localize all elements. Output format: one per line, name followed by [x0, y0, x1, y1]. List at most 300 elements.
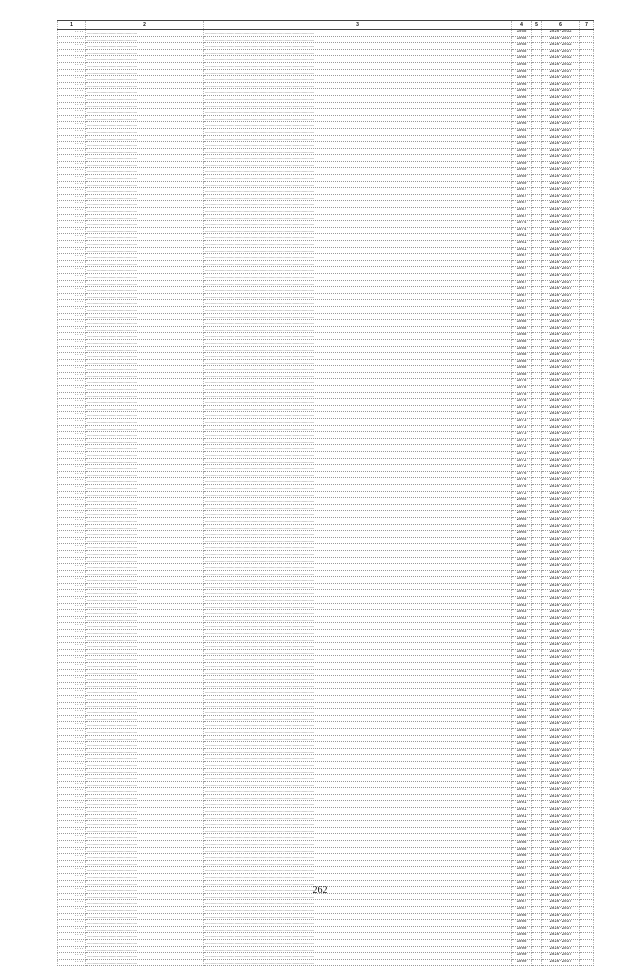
col7-cell: [580, 346, 594, 353]
repair-period-cell: 2026-2037: [542, 188, 580, 195]
work-type-cell: ................................................................................................: [204, 306, 512, 313]
build-year-cell: 1978: [512, 386, 532, 393]
repair-period-cell: 2026-2032: [542, 43, 580, 50]
address-cell: ............................................: [86, 445, 204, 452]
build-year-cell: 1972: [512, 465, 532, 472]
work-type-cell: ................................................................................................: [204, 419, 512, 426]
repair-period-cell: 2026-2037: [542, 89, 580, 96]
repair-period-cell: 2026-2037: [542, 95, 580, 102]
address-cell: ............................................: [86, 517, 204, 524]
table-row: [58, 353, 594, 360]
row-number: ....: [58, 339, 86, 346]
column-number-row: [58, 21, 594, 30]
col7-cell: [580, 860, 594, 867]
address-cell: ............................................: [86, 695, 204, 702]
row-number: ....: [58, 405, 86, 412]
address-cell: ............................................: [86, 168, 204, 175]
col7-cell: [580, 511, 594, 518]
col7-cell: [580, 748, 594, 755]
address-cell: ............................................: [86, 814, 204, 821]
work-type-cell: ................................................................................................: [204, 616, 512, 623]
table-row: [58, 452, 594, 459]
address-cell: ............................................: [86, 128, 204, 135]
table-row: [58, 498, 594, 505]
table-row: [58, 458, 594, 465]
table-row: [58, 557, 594, 564]
repair-period-cell: 2026-2037: [542, 537, 580, 544]
repair-period-cell: 2026-2037: [542, 201, 580, 208]
repair-period-cell: 2026-2037: [542, 379, 580, 386]
build-year-cell: 1987: [512, 874, 532, 881]
table-row: [58, 603, 594, 610]
build-year-cell: 1983: [512, 616, 532, 623]
build-year-cell: 1983: [512, 623, 532, 630]
address-cell: ............................................: [86, 847, 204, 854]
address-cell: ............................................: [86, 326, 204, 333]
address-cell: ............................................: [86, 425, 204, 432]
col5-cell: [532, 168, 542, 175]
build-year-cell: 1987: [512, 900, 532, 907]
address-cell: ............................................: [86, 175, 204, 182]
col7-cell: [580, 906, 594, 913]
table-row: [58, 339, 594, 346]
work-type-cell: ................................................................................................: [204, 953, 512, 960]
repair-period-cell: 2026-2037: [542, 702, 580, 709]
row-number: ....: [58, 524, 86, 531]
table-row: [58, 142, 594, 149]
col7-cell: [580, 194, 594, 201]
col7-cell: [580, 788, 594, 795]
col7-cell: [580, 867, 594, 874]
build-year-cell: 1987: [512, 860, 532, 867]
table-row: [58, 913, 594, 920]
col5-cell: [532, 484, 542, 491]
work-type-cell: ................................................................................................: [204, 280, 512, 287]
repair-period-cell: 2026-2037: [542, 564, 580, 571]
work-type-cell: ................................................................................................: [204, 590, 512, 597]
row-number: ....: [58, 208, 86, 215]
col5-cell: [532, 386, 542, 393]
work-type-cell: ................................................................................................: [204, 781, 512, 788]
col5-cell: [532, 636, 542, 643]
repair-period-cell: 2026-2037: [542, 392, 580, 399]
col5-cell: [532, 82, 542, 89]
work-type-cell: ................................................................................................: [204, 709, 512, 716]
col7-cell: [580, 656, 594, 663]
row-number: ....: [58, 498, 86, 505]
table-row: [58, 643, 594, 650]
repair-period-cell: 2026-2037: [542, 399, 580, 406]
repair-period-cell: 2026-2037: [542, 254, 580, 261]
col5-cell: [532, 62, 542, 69]
repair-period-cell: 2026-2037: [542, 161, 580, 168]
table-row: [58, 122, 594, 129]
col5-cell: [532, 735, 542, 742]
repair-period-cell: 2026-2037: [542, 306, 580, 313]
repair-period-cell: 2026-2037: [542, 649, 580, 656]
address-cell: ............................................: [86, 412, 204, 419]
col7-cell: [580, 874, 594, 881]
repair-period-cell: 2026-2037: [542, 504, 580, 511]
col7-cell: [580, 399, 594, 406]
address-cell: ............................................: [86, 234, 204, 241]
col5-cell: [532, 590, 542, 597]
address-cell: ............................................: [86, 775, 204, 782]
repair-period-cell: 2026-2037: [542, 959, 580, 966]
table-row: [58, 682, 594, 689]
col-header-7: 7: [580, 21, 594, 30]
work-type-cell: ................................................................................................: [204, 643, 512, 650]
repair-period-cell: 2026-2037: [542, 155, 580, 162]
row-number: ....: [58, 933, 86, 940]
row-number: ....: [58, 590, 86, 597]
build-year-cell: 1987: [512, 893, 532, 900]
build-year-cell: 1991: [512, 814, 532, 821]
work-type-cell: ................................................................................................: [204, 564, 512, 571]
repair-period-cell: 2026-2037: [542, 339, 580, 346]
row-number: ....: [58, 722, 86, 729]
address-cell: ............................................: [86, 366, 204, 373]
col7-cell: [580, 478, 594, 485]
table-row: [58, 181, 594, 188]
col7-cell: [580, 913, 594, 920]
col7-cell: [580, 181, 594, 188]
row-number: ....: [58, 484, 86, 491]
work-type-cell: ................................................................................................: [204, 524, 512, 531]
col5-cell: [532, 682, 542, 689]
repair-period-cell: 2026-2037: [542, 432, 580, 439]
address-cell: ............................................: [86, 359, 204, 366]
table-row: [58, 847, 594, 854]
table-row: [58, 676, 594, 683]
table-row: [58, 306, 594, 313]
row-number: ....: [58, 702, 86, 709]
col7-cell: [580, 709, 594, 716]
col5-cell: [532, 643, 542, 650]
row-number: ....: [58, 254, 86, 261]
col7-cell: [580, 959, 594, 966]
build-year-cell: 1996: [512, 95, 532, 102]
work-type-cell: ................................................................................................: [204, 287, 512, 294]
col5-cell: [532, 300, 542, 307]
col7-cell: [580, 827, 594, 834]
work-type-cell: ................................................................................................: [204, 471, 512, 478]
col5-cell: [532, 649, 542, 656]
col7-cell: [580, 293, 594, 300]
address-cell: ............................................: [86, 728, 204, 735]
table-row: [58, 62, 594, 69]
repair-period-cell: 2026-2037: [542, 781, 580, 788]
build-year-cell: 1988: [512, 359, 532, 366]
table-row: [58, 128, 594, 135]
address-cell: ............................................: [86, 188, 204, 195]
build-year-cell: 1988: [512, 326, 532, 333]
build-year-cell: 1983: [512, 656, 532, 663]
row-number: ....: [58, 122, 86, 129]
table-row: [58, 630, 594, 637]
row-number: ....: [58, 366, 86, 373]
col7-cell: [580, 372, 594, 379]
col5-cell: [532, 953, 542, 960]
col5-cell: [532, 76, 542, 83]
repair-period-cell: 2026-2037: [542, 122, 580, 129]
row-number: ....: [58, 544, 86, 551]
col5-cell: [532, 748, 542, 755]
col5-cell: [532, 537, 542, 544]
row-number: ....: [58, 56, 86, 63]
address-cell: ............................................: [86, 564, 204, 571]
col7-cell: [580, 36, 594, 43]
col7-cell: [580, 254, 594, 261]
col-header-5: 5: [532, 21, 542, 30]
table-row: [58, 102, 594, 109]
address-cell: ............................................: [86, 669, 204, 676]
col5-cell: [532, 102, 542, 109]
col7-cell: [580, 682, 594, 689]
build-year-cell: 1987: [512, 201, 532, 208]
repair-period-cell: 2026-2037: [542, 412, 580, 419]
col5-cell: [532, 346, 542, 353]
col7-cell: [580, 920, 594, 927]
row-number: ....: [58, 43, 86, 50]
col-header-2: 2: [86, 21, 204, 30]
row-number: ....: [58, 728, 86, 735]
build-year-cell: 1996: [512, 109, 532, 116]
table-row: [58, 597, 594, 604]
repair-period-cell: 2026-2037: [542, 689, 580, 696]
col5-cell: [532, 788, 542, 795]
col5-cell: [532, 379, 542, 386]
work-type-cell: ................................................................................................: [204, 168, 512, 175]
address-cell: ............................................: [86, 181, 204, 188]
col7-cell: [580, 939, 594, 946]
address-cell: ............................................: [86, 333, 204, 340]
row-number: ....: [58, 359, 86, 366]
build-year-cell: 1987: [512, 906, 532, 913]
row-number: ....: [58, 306, 86, 313]
work-type-cell: ................................................................................................: [204, 649, 512, 656]
build-year-cell: 1994: [512, 748, 532, 755]
col5-cell: [532, 128, 542, 135]
build-year-cell: 1986: [512, 841, 532, 848]
col5-cell: [532, 663, 542, 670]
col5-cell: [532, 603, 542, 610]
table-row: [58, 590, 594, 597]
work-type-cell: ................................................................................................: [204, 102, 512, 109]
address-cell: ............................................: [86, 597, 204, 604]
work-type-cell: ................................................................................................: [204, 735, 512, 742]
col7-cell: [580, 287, 594, 294]
table-row: [58, 260, 594, 267]
work-type-cell: ................................................................................................: [204, 761, 512, 768]
col-header-4: 4: [512, 21, 532, 30]
work-type-cell: ................................................................................................: [204, 854, 512, 861]
work-type-cell: ................................................................................................: [204, 333, 512, 340]
col7-cell: [580, 419, 594, 426]
work-type-cell: ................................................................................................: [204, 379, 512, 386]
repair-period-cell: 2026-2037: [542, 597, 580, 604]
table-row: [58, 313, 594, 320]
col5-cell: [532, 69, 542, 76]
col5-cell: [532, 847, 542, 854]
address-cell: ............................................: [86, 722, 204, 729]
build-year-cell: 1983: [512, 649, 532, 656]
col5-cell: [532, 445, 542, 452]
work-type-cell: ................................................................................................: [204, 56, 512, 63]
address-cell: ............................................: [86, 544, 204, 551]
col7-cell: [580, 425, 594, 432]
col5-cell: [532, 333, 542, 340]
col5-cell: [532, 900, 542, 907]
row-number: ....: [58, 128, 86, 135]
row-number: ....: [58, 709, 86, 716]
work-type-cell: ................................................................................................: [204, 432, 512, 439]
address-cell: ............................................: [86, 247, 204, 254]
col7-cell: [580, 544, 594, 551]
row-number: ....: [58, 682, 86, 689]
row-number: ....: [58, 227, 86, 234]
work-type-cell: ................................................................................................: [204, 689, 512, 696]
address-cell: ............................................: [86, 208, 204, 215]
repair-period-cell: 2026-2037: [542, 465, 580, 472]
build-year-cell: 1985: [512, 735, 532, 742]
build-year-cell: 1972: [512, 452, 532, 459]
row-number: ....: [58, 49, 86, 56]
row-number: ....: [58, 643, 86, 650]
col5-cell: [532, 504, 542, 511]
col7-cell: [580, 241, 594, 248]
table-row: [58, 801, 594, 808]
col7-cell: [580, 168, 594, 175]
col5-cell: [532, 498, 542, 505]
col7-cell: [580, 550, 594, 557]
repair-period-cell: 2026-2037: [542, 168, 580, 175]
col7-cell: [580, 801, 594, 808]
row-number: ....: [58, 748, 86, 755]
repair-period-cell: 2026-2037: [542, 557, 580, 564]
col5-cell: [532, 320, 542, 327]
row-number: ....: [58, 801, 86, 808]
address-cell: ............................................: [86, 893, 204, 900]
work-type-cell: ................................................................................................: [204, 161, 512, 168]
address-cell: ............................................: [86, 82, 204, 89]
build-year-cell: 1991: [512, 788, 532, 795]
table-row: [58, 841, 594, 848]
work-type-cell: ................................................................................................: [204, 946, 512, 953]
table-row: [58, 504, 594, 511]
col7-cell: [580, 570, 594, 577]
col7-cell: [580, 841, 594, 848]
work-type-cell: ................................................................................................: [204, 346, 512, 353]
address-cell: ............................................: [86, 471, 204, 478]
table-row: [58, 254, 594, 261]
table-row: [58, 663, 594, 670]
repair-period-cell: 2026-2037: [542, 603, 580, 610]
repair-period-cell: 2026-2037: [542, 273, 580, 280]
address-cell: ............................................: [86, 610, 204, 617]
col5-cell: [532, 405, 542, 412]
build-year-cell: 1969: [512, 142, 532, 149]
repair-period-cell: 2026-2037: [542, 491, 580, 498]
row-number: ....: [58, 610, 86, 617]
work-type-cell: ................................................................................................: [204, 214, 512, 221]
address-cell: ............................................: [86, 148, 204, 155]
table-row: [58, 95, 594, 102]
address-cell: ............................................: [86, 491, 204, 498]
table-row: [58, 610, 594, 617]
table-row: [58, 445, 594, 452]
work-type-cell: ................................................................................................: [204, 755, 512, 762]
repair-period-cell: 2026-2037: [542, 36, 580, 43]
col5-cell: [532, 867, 542, 874]
col7-cell: [580, 128, 594, 135]
col7-cell: [580, 260, 594, 267]
table-row: [58, 478, 594, 485]
address-cell: ............................................: [86, 643, 204, 650]
table-row: [58, 280, 594, 287]
col5-cell: [532, 109, 542, 116]
build-year-cell: 1994: [512, 761, 532, 768]
work-type-cell: ................................................................................................: [204, 715, 512, 722]
col7-cell: [580, 643, 594, 650]
col7-cell: [580, 722, 594, 729]
repair-period-cell: 2026-2037: [542, 346, 580, 353]
col7-cell: [580, 135, 594, 142]
build-year-cell: 1969: [512, 155, 532, 162]
repair-period-cell: 2026-2037: [542, 610, 580, 617]
build-year-cell: 1987: [512, 300, 532, 307]
work-type-cell: ................................................................................................: [204, 517, 512, 524]
build-year-cell: 2005: [512, 504, 532, 511]
repair-period-cell: 2026-2037: [542, 109, 580, 116]
work-type-cell: ................................................................................................: [204, 880, 512, 887]
col7-cell: [580, 353, 594, 360]
address-cell: ............................................: [86, 399, 204, 406]
table-row: [58, 874, 594, 881]
col5-cell: [532, 122, 542, 129]
build-year-cell: 1991: [512, 794, 532, 801]
build-year-cell: 1983: [512, 636, 532, 643]
col7-cell: [580, 306, 594, 313]
work-type-cell: ................................................................................................: [204, 788, 512, 795]
row-number: ....: [58, 808, 86, 815]
address-cell: ............................................: [86, 821, 204, 828]
build-year-cell: 1973: [512, 432, 532, 439]
col5-cell: [532, 234, 542, 241]
address-cell: ............................................: [86, 504, 204, 511]
col7-cell: [580, 458, 594, 465]
build-year-cell: 1973: [512, 405, 532, 412]
build-year-cell: 1988: [512, 320, 532, 327]
work-type-cell: ................................................................................................: [204, 175, 512, 182]
build-year-cell: 1968: [512, 69, 532, 76]
col7-cell: [580, 201, 594, 208]
col5-cell: [532, 247, 542, 254]
address-cell: ............................................: [86, 102, 204, 109]
build-year-cell: 1994: [512, 775, 532, 782]
work-type-cell: ................................................................................................: [204, 241, 512, 248]
work-type-cell: ................................................................................................: [204, 353, 512, 360]
address-cell: ............................................: [86, 867, 204, 874]
table-row: [58, 465, 594, 472]
build-year-cell: 1994: [512, 742, 532, 749]
build-year-cell: 1986: [512, 939, 532, 946]
address-cell: ............................................: [86, 827, 204, 834]
col5-cell: [532, 926, 542, 933]
col5-cell: [532, 353, 542, 360]
row-number: ....: [58, 241, 86, 248]
build-year-cell: 1976: [512, 471, 532, 478]
